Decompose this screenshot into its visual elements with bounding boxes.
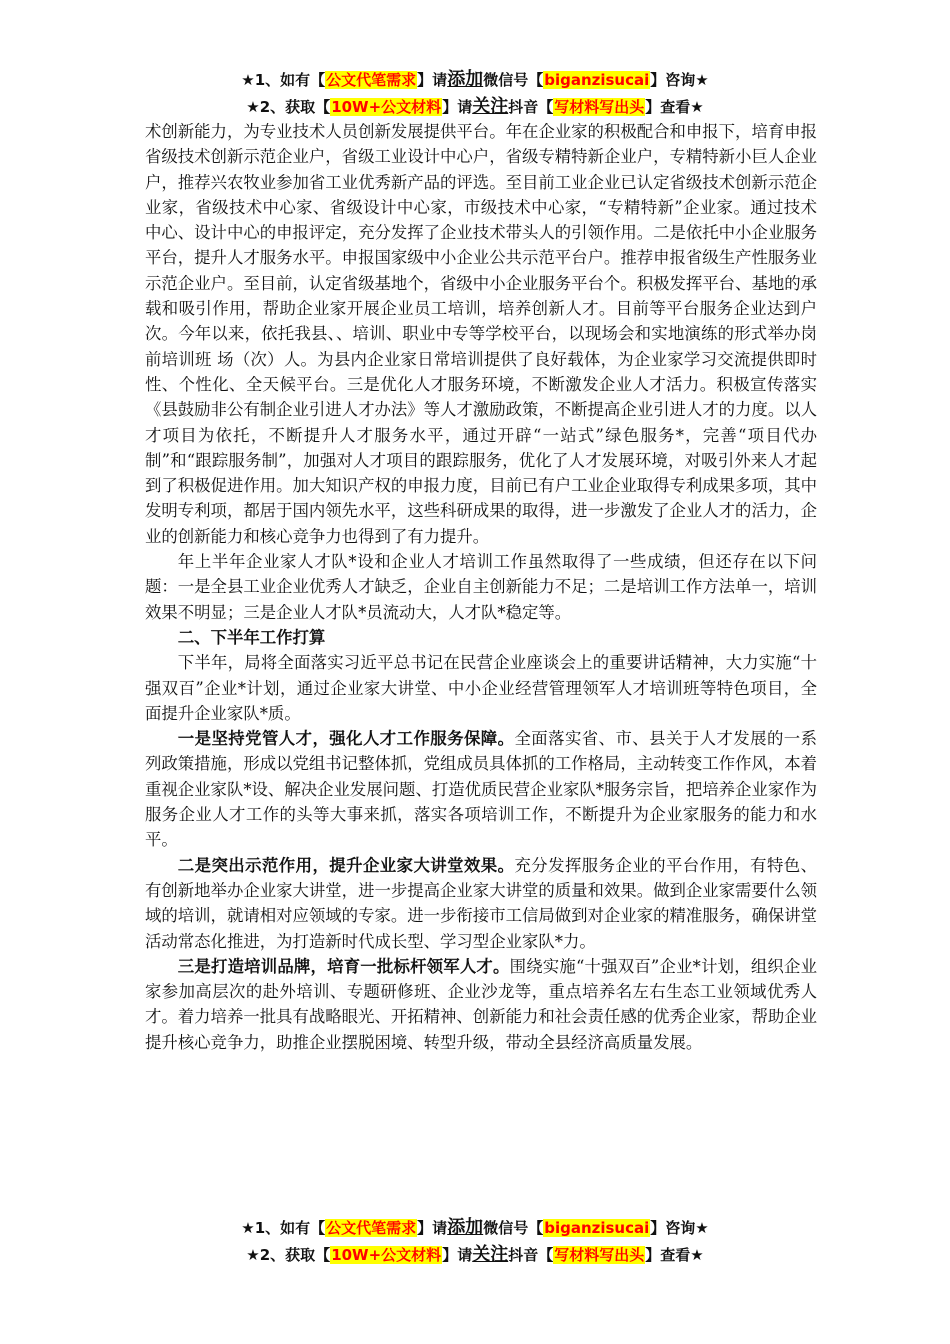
- highlight-text: 公文代笔需求: [326, 71, 417, 89]
- footer-banner: [0, 1214, 950, 1268]
- banner-line-1: ★1、如有【公文代笔需求】请添加微信号【biganzisucai】咨询★: [241, 69, 709, 90]
- douyin-account: 写材料写出头: [554, 1246, 645, 1264]
- section-heading: 二、下半年工作打算: [177, 627, 326, 647]
- highlight-text: 公文代笔需求: [326, 1219, 417, 1237]
- highlight-text: 10W+公文材料: [331, 98, 442, 116]
- banner-line-1: ★1、如有【公文代笔需求】请添加微信号【biganzisucai】咨询★: [241, 1217, 709, 1238]
- paragraph-6: 三是打造培训品牌，培育一批标杆领军人才。围绕实施“十强双百”企业*计划，组织企业家参加高层次的赴外培训、专题研修班、企业沙龙等，重点培养名左右生态工业领域优秀人才。着力培养一批具有战略眼光、开拓精神、创新能力和社会责任感的优秀企业家，帮助企业提升核心竞争力，助推企业摆脱困境、转型升级，带动全县经济高质量发展。: [145, 956, 818, 1052]
- paragraph-lead: 三是打造培训品牌，培育一批标杆领军人才。: [177, 956, 510, 976]
- star-icon: ★: [241, 71, 255, 89]
- paragraph-lead: 一是坚持党管人才，强化人才工作服务保障。: [177, 729, 515, 749]
- douyin-account: 写材料写出头: [554, 98, 645, 116]
- star-icon: ★: [246, 1246, 260, 1264]
- highlight-text: 10W+公文材料: [331, 1246, 442, 1264]
- paragraph-1: 术创新能力，为专业技术人员创新发展提供平台。年在企业家的积极配合和申报下，培育申报省级技术创新示范企业户，省级工业设计中心户，省级专精特新企业户，专精特新小巨人企业户，推荐兴农牧业参加省工业优秀新产品的评选。至目前工业企业已认定省级技术创新示范企业家，省级技术中心家、省级设计中心家，市级技术中心家，“专精特新”企业家。通过技术中心、设计中心的申报评定，充分发挥了企业技术带头人的引领作用。二是依托中小企业服务平台，提升人才服务水平。申报国家级中小企业公共示范平台户。推荐申报省级生产性服务业示范企业户。至目前，认定省级基地个，省级中小企业服务平台个。积极发挥平台、基地的承载和吸引作用，帮助企业家开展企业员工培训，培养创新人才。目前等平台服务企业达到户次。今年以来，依托我县、、培训、职业中专等学校平台，以现场会和实地演练的形式举办岗前培训班 场（次）人。为县内企业家日常培训提供了良好载体，为企业家学习交流提供即时性、个性化、全天候平台。三是优化人才服务环境，不断激发企业人才活力。积极宣传落实《县鼓励非公有制企业引进人才办法》等人才激励政策，不断提高企业引进人才的力度。以人才项目为依托，不断提升人才服务水平，通过开辟“一站式”绿色服务*，完善“项目代办制”和“跟踪服务制”，加强对人才项目的跟踪服务，优化了人才发展环境，对吸引外来人才起到了积极促进作用。加大知识产权的申报力度，目前已有户工业企业取得专利成果多项，其中发明专利项，都居于国内领先水平，这些科研成果的取得，进一步激发了企业人才的活力，企业的创新能力和核心竞争力也得到了有力提升。: [145, 122, 818, 546]
- star-icon: ★: [246, 98, 260, 116]
- wechat-id: biganzisucai: [544, 71, 650, 89]
- paragraph-5: 二是突出示范作用，提升企业家大讲堂效果。充分发挥服务企业的平台作用，有特色、有创新地举办企业家大讲堂，进一步提高企业家大讲堂的质量和效果。做到企业家需要什么领域的培训，就请相对应领域的专家。进一步衔接市工信局做到对企业家的精准服务，确保讲堂活动常态化推进，为打造新时代成长型、学习型企业家队*力。: [145, 855, 818, 951]
- paragraph-lead: 二是突出示范作用，提升企业家大讲堂效果。: [177, 855, 515, 875]
- wechat-id: biganzisucai: [544, 1219, 650, 1237]
- header-banner: [0, 66, 950, 120]
- paragraph-3: 下半年，局将全面落实习近平总书记在民营企业座谈会上的重要讲话精神，大力实施“十强双百”企业*计划，通过企业家大讲堂、中小企业经营管理领军人才培训班等特色项目，全面提升企业家队*质。: [145, 653, 817, 723]
- paragraph-4: 一是坚持党管人才，强化人才工作服务保障。全面落实省、市、县关于人才发展的一系列政策措施，形成以党组书记整体抓，党组成员具体抓的工作格局，主动转变工作作风，本着重视企业家队*设、解决企业发展问题、打造优质民营企业家队*服务宗旨，把培养企业家作为服务企业人才工作的头等大事来抓，落实各项培训工作，不断提升为企业家服务的能力和水平。: [145, 729, 818, 850]
- document-body: [145, 119, 817, 1055]
- star-icon: ★: [241, 1219, 255, 1237]
- banner-line-2: ★2、获取【10W+公文材料】请关注抖音【写材料写出头】查看★: [246, 96, 704, 117]
- banner-line-2: ★2、获取【10W+公文材料】请关注抖音【写材料写出头】查看★: [246, 1244, 704, 1265]
- paragraph-2: 年上半年企业家人才队*设和企业人才培训工作虽然取得了一些成绩，但还存在以下问题：一是全县工业企业优秀人才缺乏，企业自主创新能力不足；二是培训工作方法单一，培训效果不明显；三是企业人才队*员流动大，人才队*稳定等。: [145, 552, 818, 622]
